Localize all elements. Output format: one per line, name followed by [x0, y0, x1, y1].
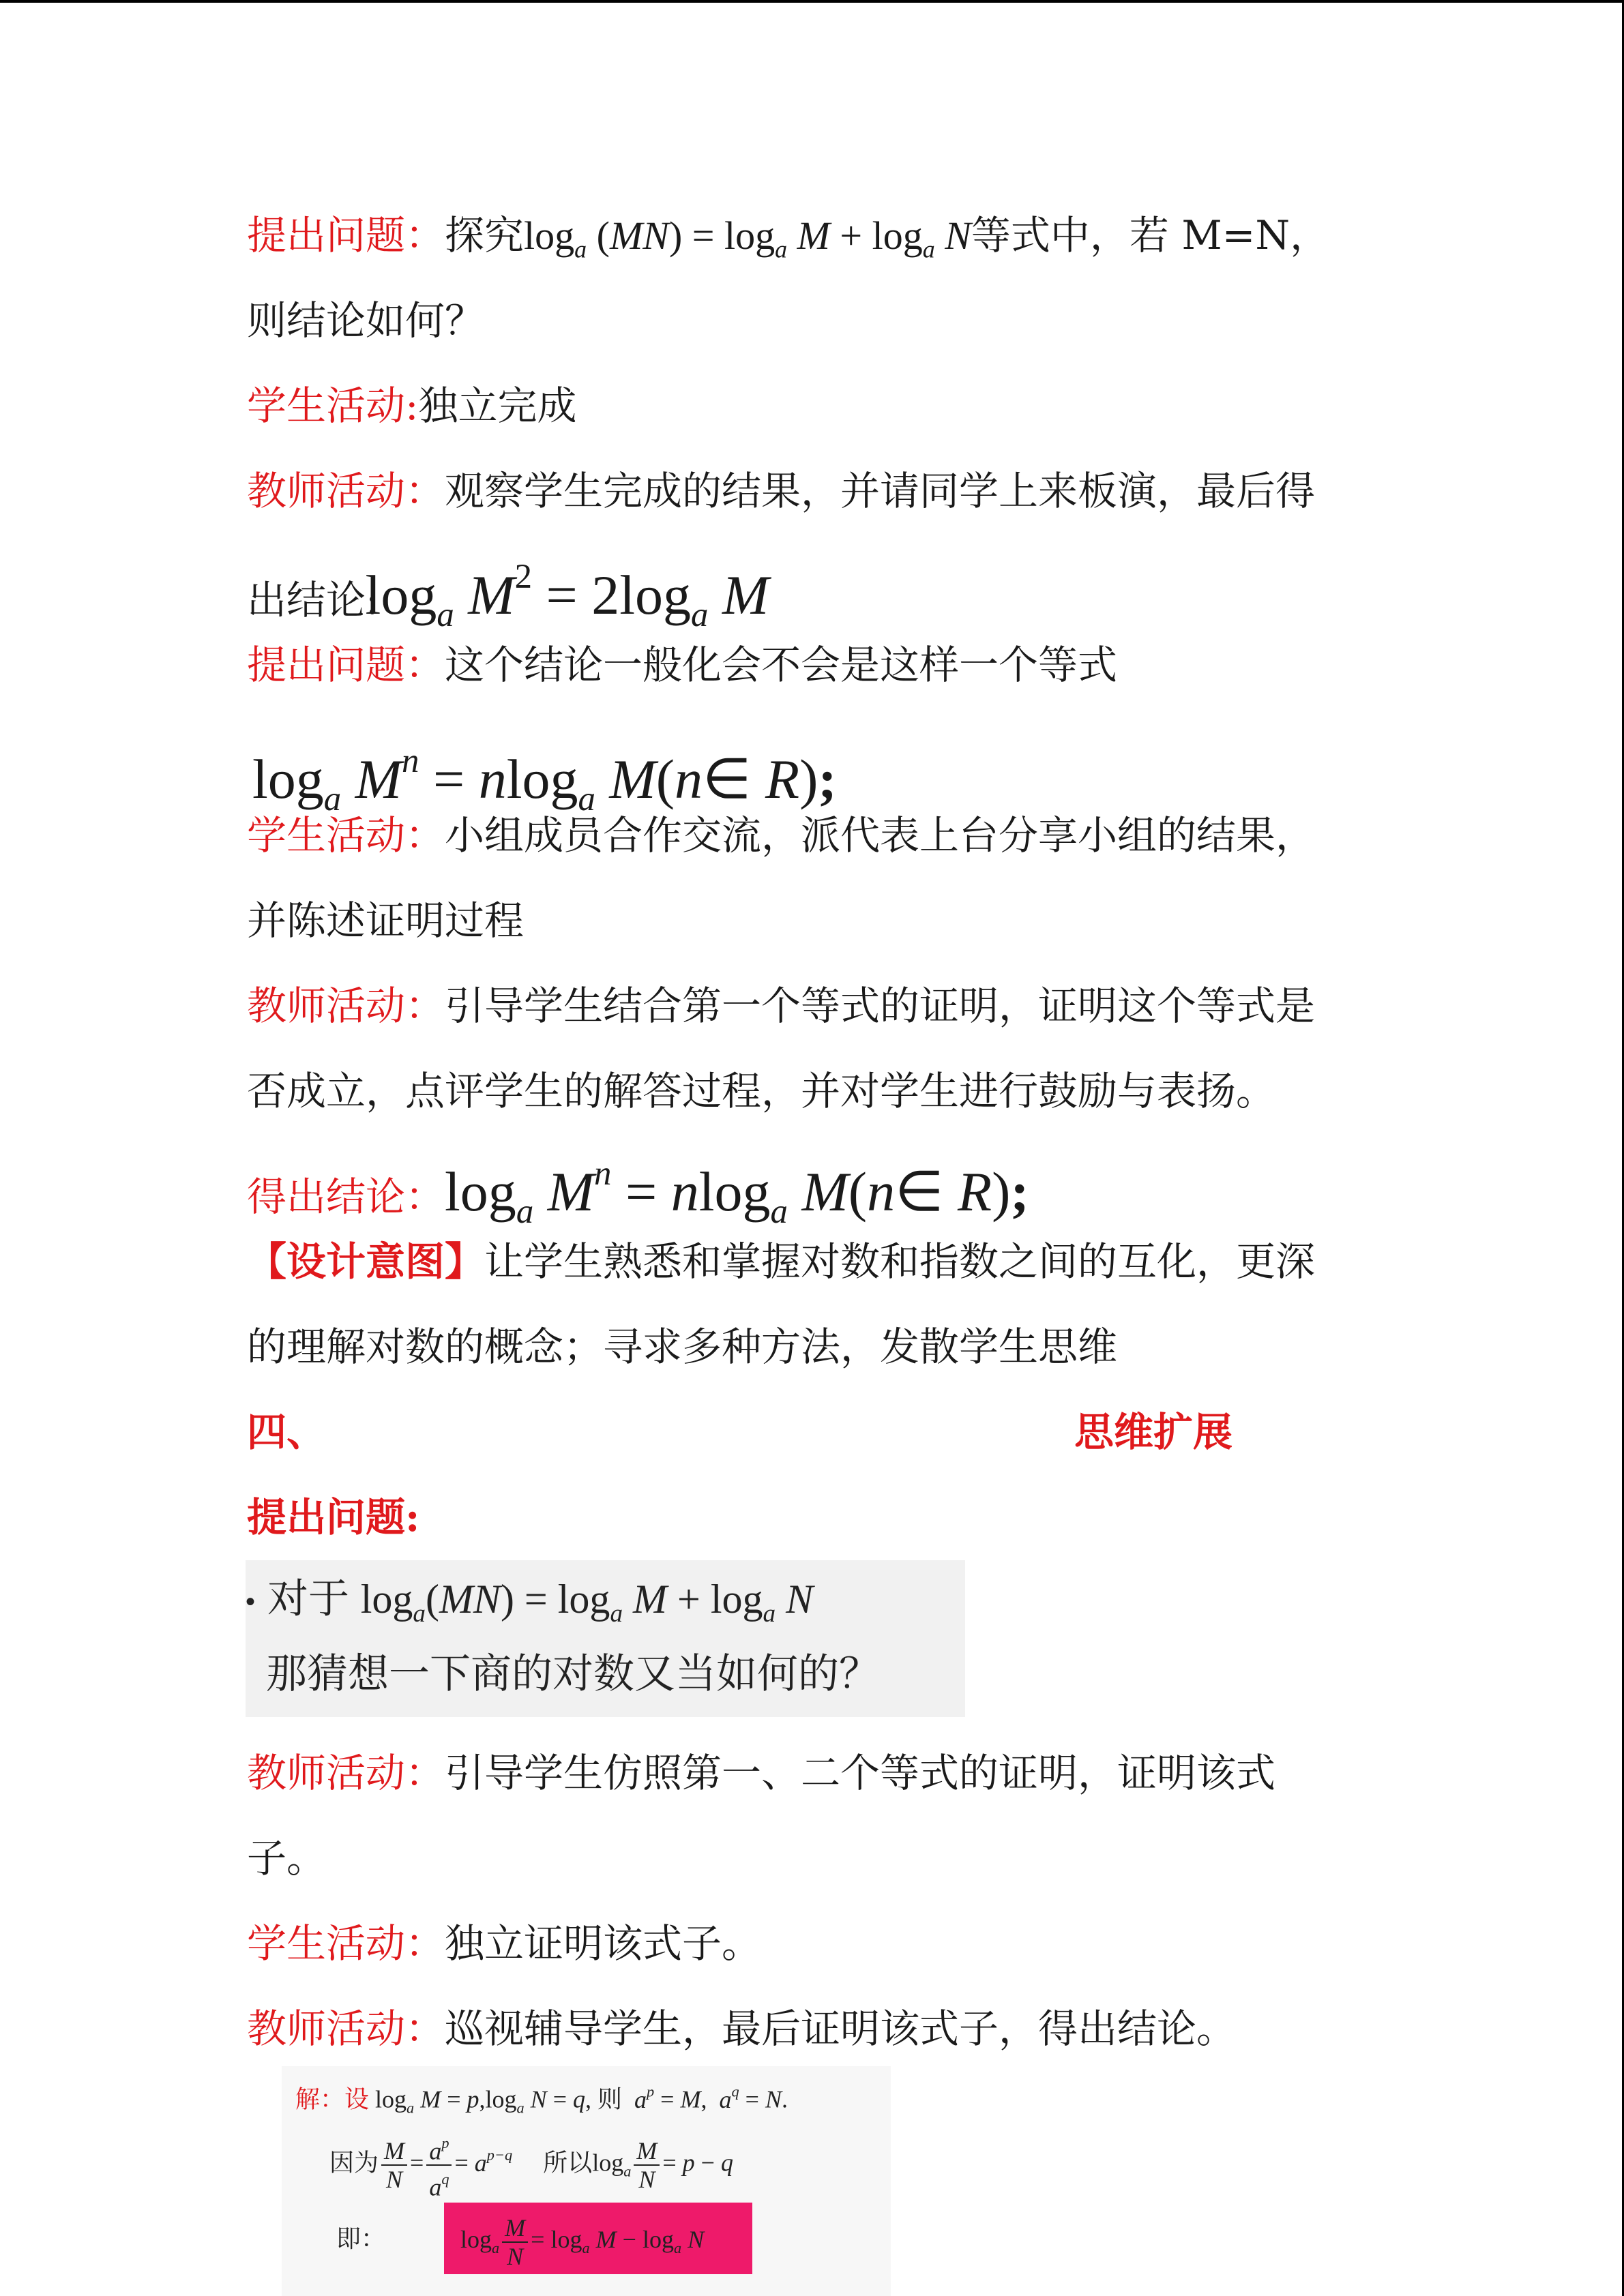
- proof-so-label: 所以: [543, 2149, 593, 2177]
- quotient-question-image: [246, 1560, 965, 1717]
- teacher-activity-2-label: 教师活动：: [247, 983, 445, 1029]
- teacher-activity-1-label: 教师活动：: [247, 468, 445, 514]
- section-4-number: 四、: [247, 1409, 327, 1455]
- teacher-activity-2-cont: 否成立，点评学生的解答过程，并对学生进行鼓励与表扬。: [247, 1068, 1276, 1114]
- proof-because-label: 因为: [329, 2149, 379, 2177]
- teacher-activity-1-text: 观察学生完成的结果，并请同学上来板演，最后得: [445, 468, 1316, 514]
- teacher-activity-3: [247, 1746, 1275, 1800]
- question-3-label: 提出问题:: [247, 1494, 420, 1540]
- fraction-ap-over-aq: $\frac{a^p}{a^q}$: [426, 2130, 452, 2201]
- teacher-activity-1: [247, 464, 1315, 518]
- question-2-text: 这个结论一般化会不会是这样一个等式: [445, 642, 1118, 688]
- design-intent-cont: 的理解对数的概念；寻求多种方法，发散学生思维: [247, 1324, 1118, 1370]
- question-1: [247, 208, 1329, 263]
- teacher-activity-2-text: 引导学生结合第一个等式的证明，证明这个等式是: [445, 983, 1316, 1029]
- student-activity-3: [247, 1916, 761, 1971]
- student-activity-1: [247, 378, 577, 433]
- student-activity-2-cont: 并陈述证明过程: [247, 897, 525, 944]
- teacher-activity-4-label: 教师活动：: [247, 2006, 445, 2052]
- question-1-cont: 则结论如何？: [247, 297, 485, 344]
- teacher-activity-3-cont: 子。: [247, 1835, 327, 1881]
- section-4-title: 思维扩展: [1074, 1409, 1233, 1455]
- bullet-icon: •: [246, 1587, 256, 1617]
- question-1-text-b: 等式中，若 M=N，: [971, 212, 1330, 258]
- question-2: [247, 638, 1117, 692]
- proof-step: 因为 $\frac{M}{N}$ = $\frac{a^p}{a^q}$ = $a^{p-q}$ 所以$\log_a$ $\frac{M}{N}$ = p − q: [329, 2126, 733, 2201]
- design-intent: [247, 1234, 1315, 1289]
- student-activity-3-text: 独立证明该式子。: [445, 1920, 762, 1967]
- teacher-activity-4-text: 巡视辅导学生，最后证明该式子，得出结论。: [445, 2006, 1237, 2052]
- proof-final-formula: $\log_a$ $\frac{M}{N}$ = $\log_a M - \log_a N$: [460, 2213, 705, 2270]
- student-activity-1-text: 独立完成: [418, 383, 577, 429]
- conclusion-formula-1: $\log_a M^2 = 2\log_a$ M: [365, 557, 769, 633]
- student-activity-2-text: 小组成员合作交流，派代表上台分享小组的结果，: [445, 812, 1316, 859]
- fraction-m-over-n-3: $\frac{M}{N}$: [502, 2214, 528, 2270]
- teacher-activity-4: [247, 2001, 1236, 2056]
- question-2-label: 提出问题：: [247, 642, 445, 688]
- teacher-activity-1-cont: [247, 549, 782, 633]
- student-activity-1-label: 学生活动:: [247, 383, 419, 429]
- teacher-activity-1-cont-text: 出结论:: [247, 577, 379, 624]
- question-1-text-a: 探究: [445, 212, 525, 258]
- design-intent-label: 【设计意图】: [247, 1238, 485, 1285]
- proof-image: [282, 2066, 891, 2296]
- quotient-question-lead: 对于: [267, 1576, 350, 1622]
- quotient-question-formula: $\log_a(MN) = \log_a M + \log_a N$: [360, 1577, 814, 1628]
- fraction-m-over-n-2: $\frac{M}{N}$: [634, 2137, 660, 2193]
- teacher-activity-3-text: 引导学生仿照第一、二个等式的证明，证明该式: [445, 1750, 1276, 1796]
- question-1-label: 提出问题：: [247, 212, 445, 258]
- conclusion-2: [247, 1146, 1029, 1230]
- student-activity-2-label: 学生活动：: [247, 812, 445, 859]
- top-border: [0, 0, 1624, 3]
- question-1-formula: $\log_a (MN) = \log_a M + \log_a N$: [524, 213, 971, 263]
- conclusion-2-formula: $\log_a M^n = nlog_a$ M(n∈ R);: [445, 1154, 1029, 1230]
- conclusion-2-label: 得出结论：: [247, 1174, 445, 1221]
- teacher-activity-2: [247, 979, 1315, 1033]
- general-formula: $\log_a M^n = nlog_a$ M(n∈ R);: [252, 741, 837, 818]
- student-activity-3-label: 学生活动：: [247, 1920, 445, 1967]
- proof-assumption: 解：设 $\log_a M = p,\log_a$ N = q, 则 $a^p = M$, $a^q = N$.: [295, 2083, 788, 2117]
- quotient-question-row-1: [246, 1568, 813, 1645]
- fraction-m-over-n: $\frac{M}{N}$: [381, 2137, 407, 2193]
- student-activity-2: [247, 808, 1315, 863]
- proof-ji-label: 即：: [336, 2225, 386, 2252]
- design-intent-text: 让学生熟悉和掌握对数和指数之间的互化，更深: [484, 1238, 1316, 1285]
- teacher-activity-3-label: 教师活动：: [247, 1750, 445, 1796]
- quotient-question-row-2: 那猜想一下商的对数又当如何的？: [266, 1651, 880, 1697]
- proof-jie-label: 解：设: [295, 2085, 370, 2113]
